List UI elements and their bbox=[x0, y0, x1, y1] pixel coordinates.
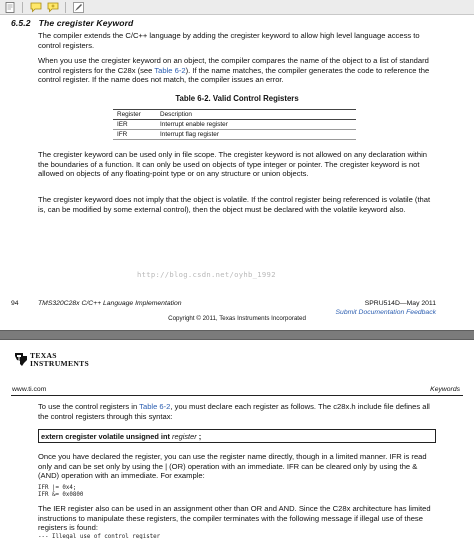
table-row bbox=[113, 130, 356, 140]
document-icon[interactable] bbox=[3, 1, 16, 13]
register-cell: IER bbox=[113, 120, 156, 130]
footer-title: TMS320C28x C/C++ Language Implementation bbox=[38, 300, 182, 307]
pdf-page-95 bbox=[0, 340, 474, 539]
section-number: 6.5.2 bbox=[11, 18, 31, 28]
paragraph-intro: The compiler extends the C/C++ language by adding the cregister keyword to allow high level language access to control registers. bbox=[38, 31, 420, 50]
syntax-keywords: extern cregister volatile unsigned int bbox=[41, 432, 173, 441]
highlight-icon[interactable] bbox=[72, 1, 85, 13]
paragraph-declare bbox=[38, 402, 438, 421]
ti-logo-icon bbox=[14, 352, 28, 367]
comment-add-icon[interactable] bbox=[46, 1, 59, 13]
paragraph-volatile: The cregister keyword does not imply that the object is volatile. If the control register being referenced is volatile (that is, can be modified by some external control), then the object must be declared with the volatile keyword also. bbox=[38, 195, 431, 214]
logo-line-2: INSTRUMENTS bbox=[30, 358, 89, 368]
pdf-page-94 bbox=[0, 15, 474, 330]
toolbar-separator bbox=[65, 2, 66, 13]
table-header-row bbox=[113, 110, 356, 120]
header-section: Keywords bbox=[430, 386, 460, 393]
paragraph-text: , you must declare each register as follows. The c28x.h include file defines all the control registers through this syntax: bbox=[38, 402, 430, 421]
register-cell: IFR bbox=[113, 130, 156, 140]
section-heading bbox=[11, 18, 133, 28]
paragraph-text: When you use the cregister keyword on an object, the compiler compares the name of the object to a list of standard control registers for the C28x (see bbox=[38, 56, 429, 75]
ti-logo bbox=[14, 352, 89, 368]
viewer-toolbar bbox=[0, 0, 474, 15]
header-url[interactable]: www.ti.com bbox=[12, 386, 47, 393]
paragraph-file-scope: The cregister keyword can be used only in file scope. The cregister keyword is not allowed on any declaration within the boundaries of a function. It can only be used on objects of type integer or pointer. The cregister keyword is not allowed on objects of any floating-point type or on any structure or union objects. bbox=[38, 150, 428, 179]
footer-doc-id: SPRU514D—May 2011 bbox=[364, 300, 436, 307]
column-header-register: Register bbox=[113, 110, 156, 120]
code-line: IFR |= 0x4; bbox=[38, 485, 77, 491]
paragraph-text: ). If the name matches, the compiler generates the code to reference the control register. If the name does not match, the compiler issues an error. bbox=[38, 65, 430, 85]
comment-icon[interactable] bbox=[29, 1, 42, 13]
description-cell: Interrupt enable register bbox=[156, 120, 356, 130]
table-title: Table 6-2. Valid Control Registers bbox=[175, 94, 299, 103]
logo-line-1: TEXAS bbox=[30, 351, 57, 360]
paragraph-usage-limits: Once you have declared the register, you can use the register name directly, though in a limited manner. IFR is read only and can be set only by using the | (OR) operation with an immediate. IFR can be cleared only by using the & (AND) operation with an immediate. For example: bbox=[38, 452, 427, 481]
section-title: The cregister Keyword bbox=[38, 18, 134, 28]
paragraph-usage bbox=[38, 56, 438, 85]
table-link[interactable]: Table 6-2 bbox=[139, 402, 171, 411]
register-table bbox=[113, 109, 356, 140]
page-number: 94 bbox=[11, 300, 19, 307]
code-line: --- Illegal use of control register bbox=[38, 534, 161, 539]
feedback-link[interactable]: Submit Documentation Feedback bbox=[335, 309, 436, 316]
paragraph-ier: The IER register also can be used in an assignment other than OR and AND. Since the C28x architecture has limited instructions to manipulate these registers, the compiler terminates with the following message if illegal use of these registers is found: bbox=[38, 504, 431, 533]
watermark: http://blog.csdn.net/oyhb_1992 bbox=[137, 270, 276, 279]
syntax-placeholder: register bbox=[172, 432, 197, 441]
table-row bbox=[113, 120, 356, 130]
header-rule bbox=[11, 395, 463, 396]
syntax-terminator: ; bbox=[196, 432, 202, 441]
syntax-box bbox=[38, 429, 436, 443]
toolbar-separator bbox=[22, 2, 23, 13]
page-gap bbox=[0, 330, 474, 340]
column-header-description: Description bbox=[156, 110, 356, 120]
code-line: IFR &= 0x0800 bbox=[38, 492, 84, 498]
description-cell: Interrupt flag register bbox=[156, 130, 356, 140]
table-link[interactable]: Table 6-2 bbox=[154, 65, 186, 75]
paragraph-text: To use the control registers in bbox=[38, 402, 140, 411]
footer-copyright: Copyright © 2011, Texas Instruments Incorporated bbox=[168, 315, 306, 322]
